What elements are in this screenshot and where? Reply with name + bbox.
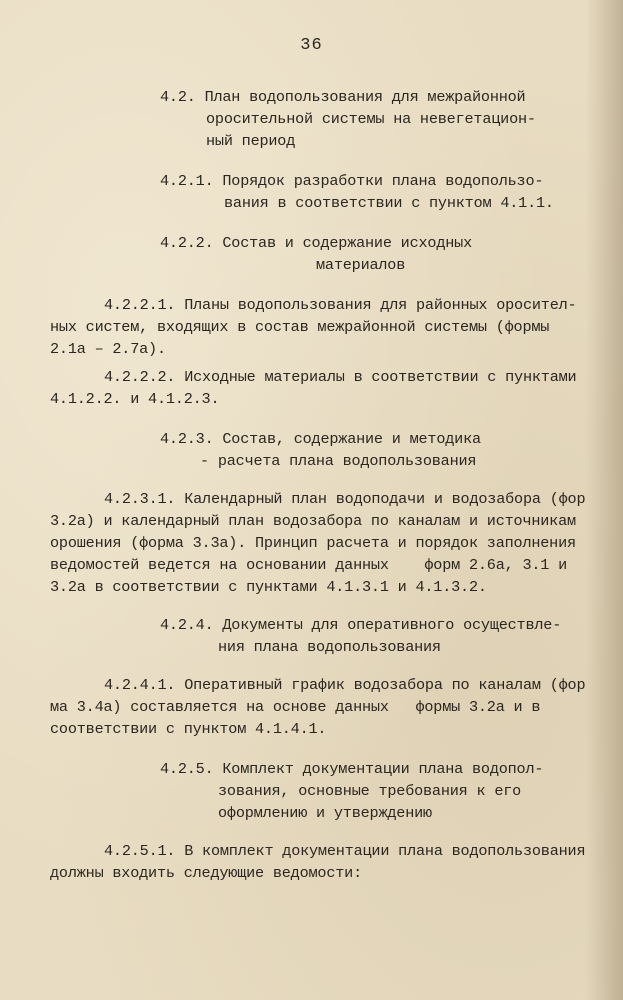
paragraph-line: 4.2.2.2. Исходные материалы в соответствии с пунктами [104, 368, 577, 386]
heading-line: оросительной системы на невегетацион- [206, 110, 536, 128]
heading-line: зования, основные требования к его [218, 782, 522, 800]
heading-line: - расчета плана водопользования [200, 452, 477, 470]
paragraph-line: ных систем, входящих в состав межрайонной системы (формы [50, 318, 550, 336]
paragraph-line: 4.2.5.1. В комплект документации плана водопользования [104, 842, 586, 860]
heading-line: 4.2.4. Документы для оперативного осуществле- [160, 616, 562, 634]
paragraph-line: ведомостей ведется на основании данных форм 2.6а, 3.1 и [50, 556, 568, 574]
paragraph-line: 3.2а) и календарный план водозабора по каналам и источникам [50, 512, 576, 530]
paragraph-line: 4.1.2.2. и 4.1.2.3. [50, 390, 220, 408]
paragraph-line: 4.2.3.1. Календарный план водоподачи и водозабора (фор [104, 490, 586, 508]
heading-line: материалов [316, 256, 406, 274]
paragraph-line: орошения (форма 3.3а). Принцип расчета и порядок заполнения [50, 534, 576, 552]
heading-line: 4.2.1. Порядок разработки плана водопользо- [160, 172, 544, 190]
paragraph-line: 2.1а – 2.7а). [50, 340, 166, 358]
heading-line: 4.2.5. Комплект документации плана водопол- [160, 760, 544, 778]
paragraph-line: соответствии с пунктом 4.1.4.1. [50, 720, 327, 738]
paragraph-line: ма 3.4а) составляется на основе данных формы 3.2а и в [50, 698, 541, 716]
paragraph-line: 3.2а в соответствии с пунктами 4.1.3.1 и 4.1.3.2. [50, 578, 487, 596]
paragraph-line: 4.2.2.1. Планы водопользования для районных оросител- [104, 296, 577, 314]
heading-line: оформлению и утверждению [218, 804, 432, 822]
page-number: 36 [300, 36, 323, 55]
paragraph-line: 4.2.4.1. Оперативный график водозабора по каналам (фор [104, 676, 586, 694]
heading-line: 4.2.2. Состав и содержание исходных [160, 234, 472, 252]
heading-line: вания в соответствии с пунктом 4.1.1. [224, 194, 554, 212]
heading-line: 4.2. План водопользования для межрайонной [160, 88, 526, 106]
heading-line: ния плана водопользования [218, 638, 441, 656]
heading-line: 4.2.3. Состав, содержание и методика [160, 430, 481, 448]
heading-line: ный период [206, 132, 296, 150]
paragraph-line: должны входить следующие ведомости: [50, 864, 362, 882]
